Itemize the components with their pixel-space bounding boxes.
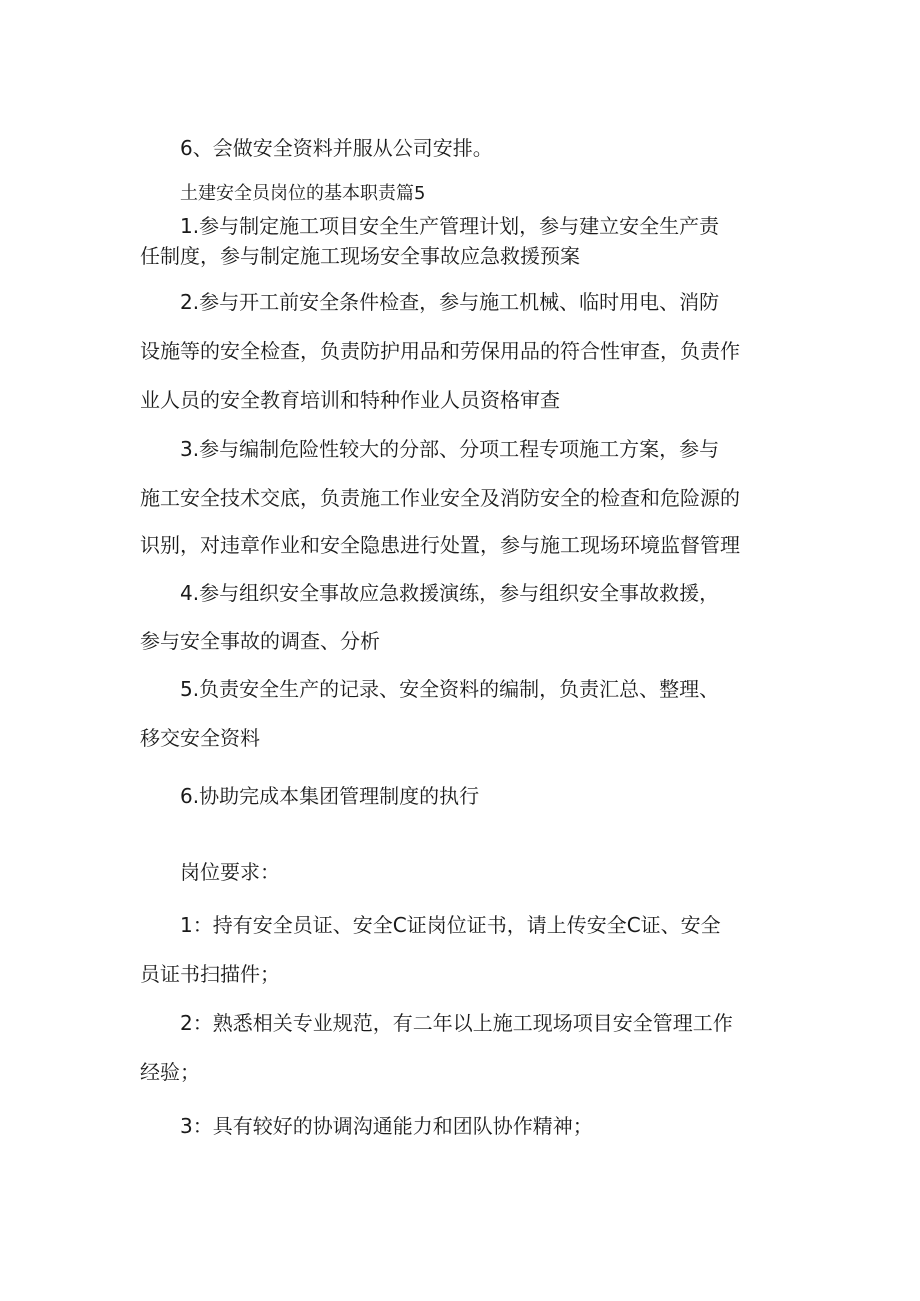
- text-line: 移交安全资料: [140, 726, 260, 750]
- text-line: 业人员的安全教育培训和特种作业人员资格审查: [140, 388, 560, 412]
- text-line: 识别，对违章作业和安全隐患进行处置，参与施工现场环境监督管理: [140, 533, 740, 557]
- text-line: 1：持有安全员证、安全C证岗位证书，请上传安全C证、安全: [180, 913, 721, 937]
- text-line: 经验；: [140, 1060, 200, 1084]
- text-line: 施工安全技术交底，负责施工作业安全及消防安全的检查和危险源的: [140, 486, 740, 510]
- text-line: 任制度，参与制定施工现场安全事故应急救援预案: [140, 244, 580, 268]
- section-heading: 岗位要求：: [180, 860, 280, 884]
- text-line: 6、会做安全资料并服从公司安排。: [180, 136, 493, 160]
- text-line: 员证书扫描件；: [140, 962, 280, 986]
- text-line: 参与安全事故的调查、分析: [140, 629, 380, 653]
- text-line: 5.负责安全生产的记录、安全资料的编制，负责汇总、整理、: [180, 677, 720, 701]
- text-line: 3.参与编制危险性较大的分部、分项工程专项施工方案，参与: [180, 437, 720, 461]
- text-line: 6.协助完成本集团管理制度的执行: [180, 784, 480, 808]
- text-line: 3：具有较好的协调沟通能力和团队协作精神；: [180, 1114, 593, 1138]
- text-line: 4.参与组织安全事故应急救援演练，参与组织安全事故救援，: [180, 581, 720, 605]
- text-line: 设施等的安全检查，负责防护用品和劳保用品的符合性审查，负责作: [140, 339, 740, 363]
- text-line: 2.参与开工前安全条件检查，参与施工机械、临时用电、消防: [180, 290, 720, 314]
- text-line: 1.参与制定施工项目安全生产管理计划，参与建立安全生产责: [180, 214, 720, 238]
- section-heading: 土建安全员岗位的基本职责篇5: [180, 183, 426, 204]
- text-line: 2：熟悉相关专业规范，有二年以上施工现场项目安全管理工作: [180, 1011, 733, 1035]
